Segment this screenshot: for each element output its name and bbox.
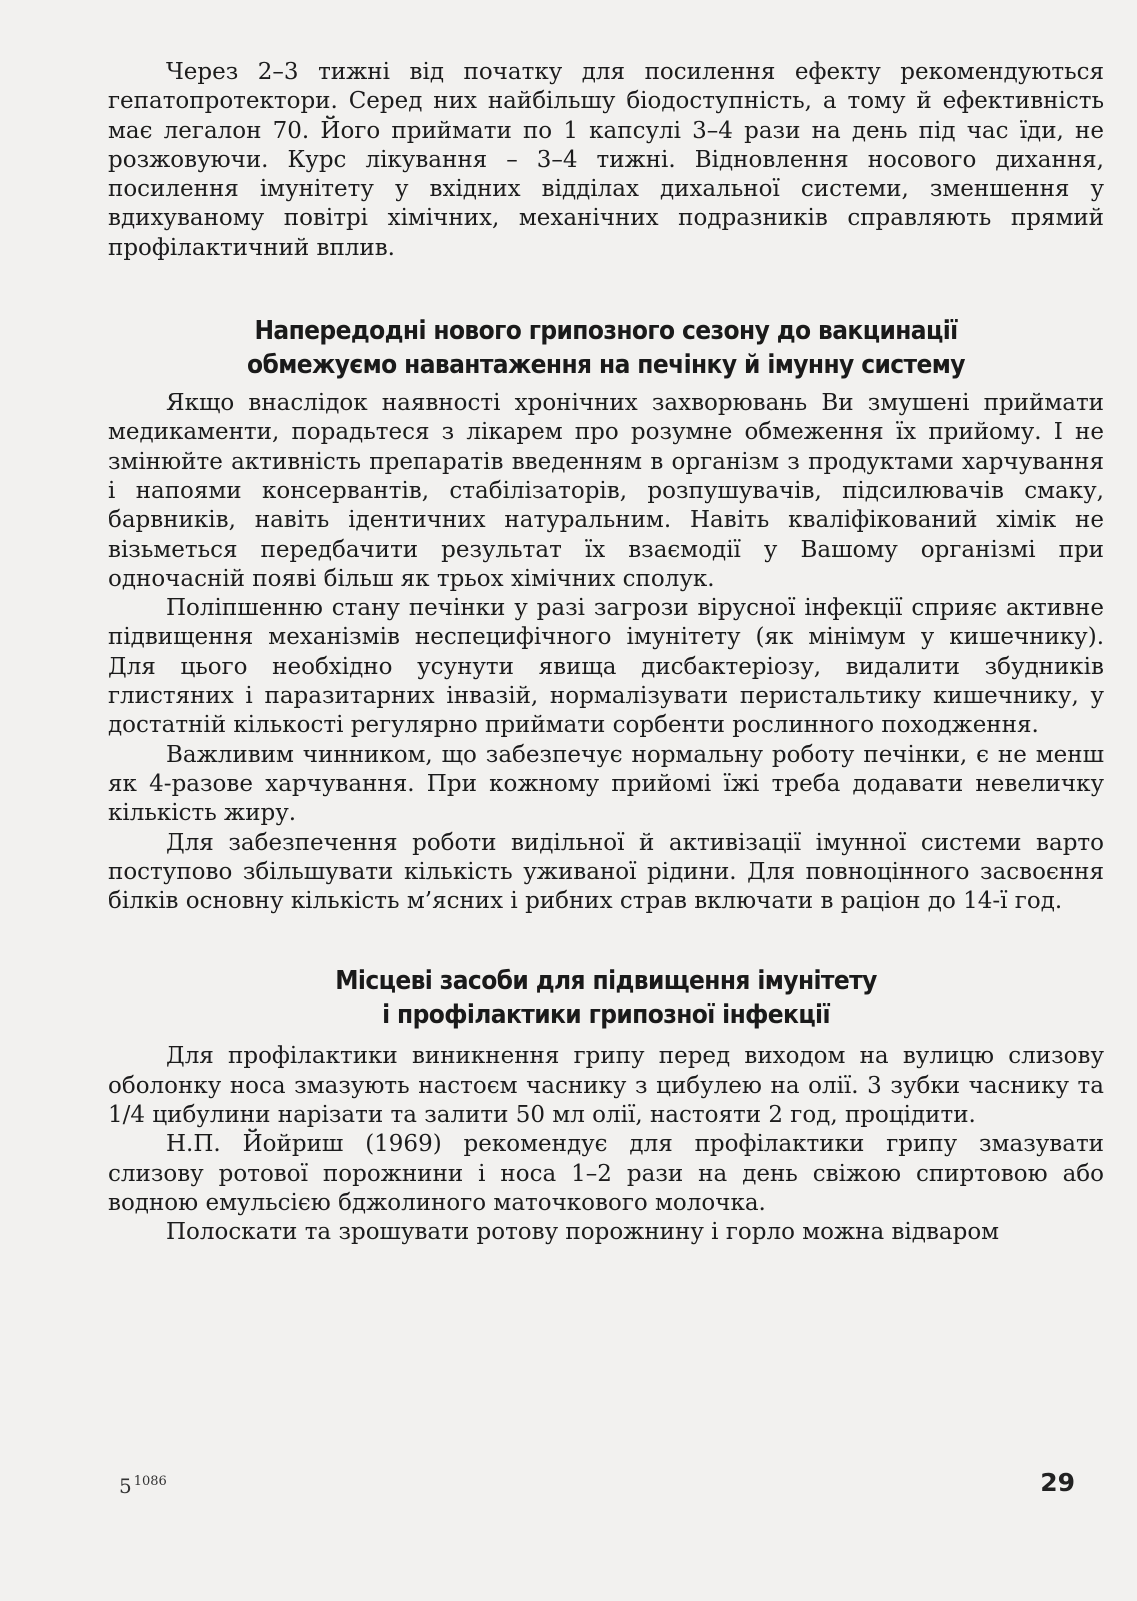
- section-heading-line: Напередодні нового грипозного сезону до вакцинації: [254, 316, 958, 347]
- section-heading-vaccination: [108, 314, 1104, 382]
- page-body: [108, 58, 1104, 1248]
- paragraph: Якщо внаслідок наявності хронічних захворювань Ви змушені приймати медикаменти, порадьтеся з лікарем про розумне обмеження їх прийому. І не змінюйте активність препаратів введенням в організм з продуктами харчування і напоями консервантів, стабілізаторів, розпушувачів, підсилювачів смаку, барвників, навіть ідентичних натуральним. Навіть кваліфікований хімік не візьметься передбачити результат їх взаємодії у Вашому організмі при одночасній появі більш як трьох хімічних сполук.: [108, 390, 1104, 592]
- paragraph: Поліпшенню стану печінки у разі загрози вірусної інфекції сприяє активне підвищення механізмів неспецифічного імунітету (як мінімум у кишечнику). Для цього необхідно усунути явища дисбактеріозу, видалити збудників глистяних і паразитарних інвазій, нормалізувати перистальтику кишечнику, у достатній кількості регулярно приймати сорбенти рослинного походження.: [108, 595, 1104, 739]
- section-heading-line: Місцеві засоби для підвищення імунітету: [335, 966, 877, 997]
- signature-code: 1086: [133, 1474, 167, 1489]
- section-heading-local-remedies: [108, 964, 1104, 1032]
- paragraph: Н.П. Йойриш (1969) рекомендує для профілактики грипу змазувати слизову ротової порожнини і носа 1–2 рази на день свіжою спиртовою або водною емульсією бджолиного маточкового молочка.: [108, 1131, 1104, 1216]
- intro-paragraph: Через 2–3 тижні від початку для посилення ефекту рекомендуються гепатопротектори. Серед них найбільшу біодоступність, а тому й ефективність має легалон 70. Його приймати по 1 капсулі 3–4 рази на день під час їди, не розжовуючи. Курс лікування – 3–4 тижні. Відновлення носового дихання, посилення імунітету у вхідних відділах дихальної системи, зменшення у вдихуваному повітрі хімічних, механічних подразників справляють прямий профілактичний вплив.: [108, 59, 1104, 261]
- printer-signature: [119, 1474, 167, 1498]
- signature-number: 5: [119, 1474, 132, 1498]
- paragraph: Для профілактики виникнення грипу перед виходом на вулицю слизову оболонку носа змазують настоєм часнику з цибулею на олії. 3 зубки часнику та 1/4 цибулини нарізати та залити 50 мл олії, настояти 2 год, процідити.: [108, 1043, 1104, 1129]
- paragraph: Важливим чинником, що забезпечує нормальну роботу печінки, є не менш як 4-разове харчування. При кожному прийомі їжі треба додавати невеличку кількість жиру.: [108, 741, 1104, 827]
- paragraph: Полоскати та зрошувати ротову порожнину і горло можна відваром: [166, 1219, 1000, 1246]
- section-heading-line: обмежуємо навантаження на печінку й імунну систему: [247, 350, 965, 381]
- section-heading-line: і профілактики грипозної інфекції: [382, 1000, 830, 1031]
- page-number: 29: [1040, 1468, 1075, 1497]
- paragraph: Для забезпечення роботи видільної й активізації імунної системи варто поступово збільшувати кількість уживаної рідини. Для повноцінного засвоєння білків основну кількість м’ясних і рибних страв включати в раціон до 14-ї год.: [108, 829, 1104, 915]
